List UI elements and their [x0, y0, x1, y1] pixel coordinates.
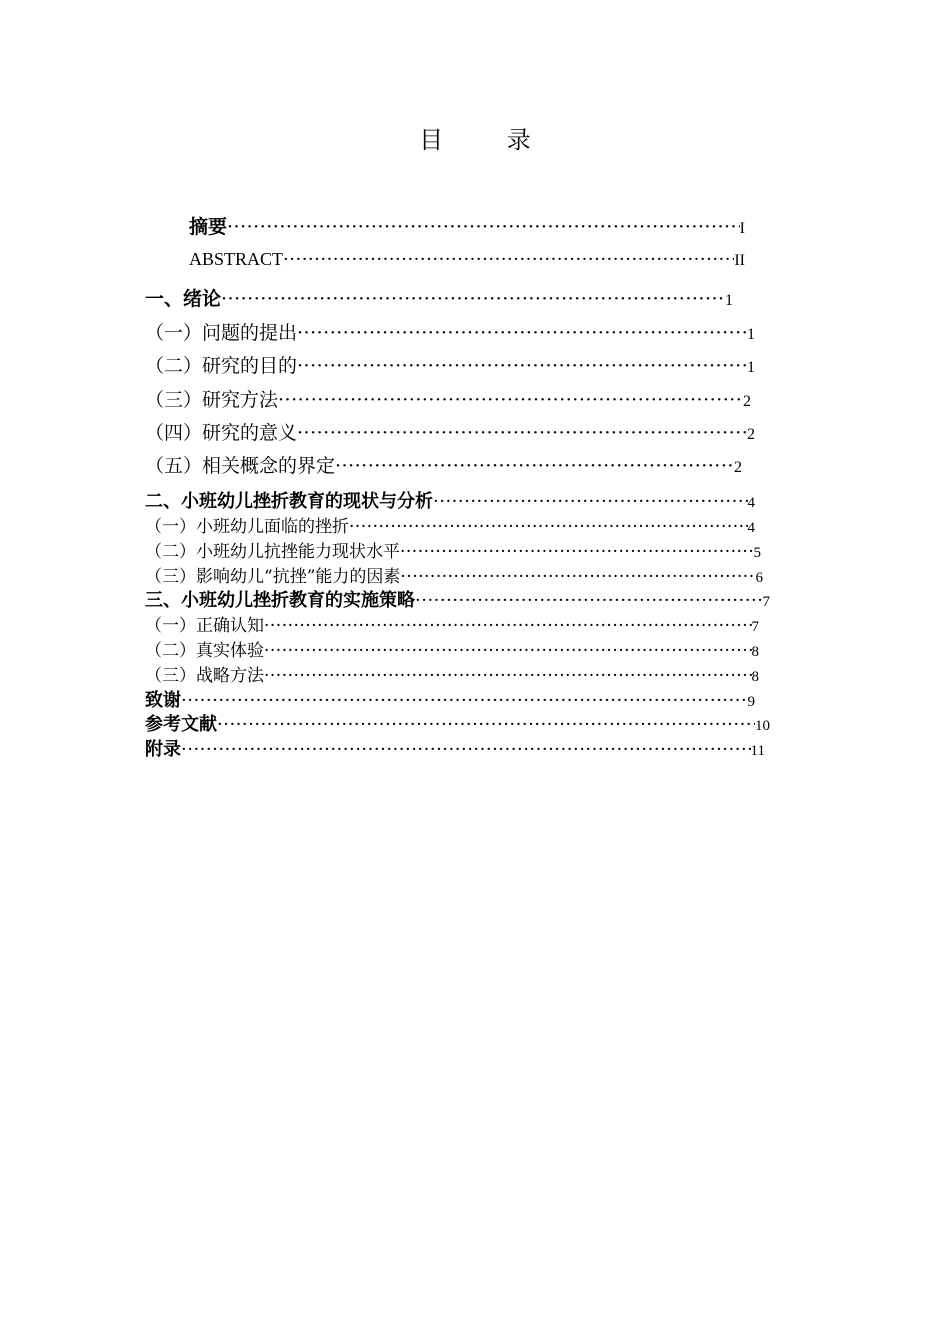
toc-entry-chapter-3[interactable] [145, 586, 770, 612]
toc-entry-3-3[interactable] [145, 661, 759, 686]
toc-leader-dots [297, 322, 747, 344]
toc-entry-label: （三）研究方法 [145, 389, 279, 411]
toc-entry-label: 摘要 [189, 216, 228, 238]
toc-leader-dots [415, 590, 763, 611]
toc-leader-dots [297, 422, 747, 444]
toc-entry-page-number: 10 [755, 718, 770, 734]
toc-entry-abstract-en[interactable] [189, 249, 745, 270]
toc-leader-dots [217, 714, 755, 735]
toc-entry-label: 一、绪论 [145, 288, 222, 310]
toc-entry-label: （一）问题的提出 [145, 322, 298, 344]
toc-entry-1-4[interactable] [145, 418, 755, 445]
toc-entry-page-number: 9 [747, 694, 755, 710]
toc-entry-3-1[interactable] [145, 611, 759, 636]
toc-entry-1-1[interactable] [145, 318, 755, 345]
toc-entry-label: ABSTRACT [189, 249, 284, 269]
toc-entry-label: （五）相关概念的界定 [145, 455, 336, 477]
toc-entry-page-number: I [739, 220, 745, 237]
toc-leader-dots [181, 690, 748, 711]
toc-leader-dots [283, 249, 734, 270]
toc-entry-page-number: 1 [747, 359, 755, 376]
toc-entry-chapter-2[interactable] [145, 487, 755, 513]
toc-title: 目 录 [419, 126, 559, 154]
toc-entry-2-2[interactable] [145, 537, 761, 562]
toc-entry-page-number: 6 [755, 570, 763, 586]
toc-entry-label: （一）正确认知 [145, 616, 264, 636]
toc-entry-abstract-cn[interactable] [189, 212, 745, 239]
toc-entry-1-5[interactable] [145, 451, 742, 478]
toc-leader-dots [297, 355, 747, 377]
toc-entry-3-2[interactable] [145, 636, 759, 661]
toc-entry-chapter-1[interactable] [145, 284, 733, 311]
toc-entry-page-number: 1 [747, 326, 755, 343]
toc-entry-label: （四）研究的意义 [145, 422, 298, 444]
toc-entry-label: （二）小班幼儿抗挫能力现状水平 [145, 542, 400, 562]
toc-entry-1-3[interactable] [145, 385, 751, 412]
toc-entry-label: （三）影响幼儿“抗挫”能力的因素 [145, 567, 401, 587]
toc-entry-label: 参考文献 [145, 714, 217, 735]
toc-entry-page-number: 2 [747, 426, 755, 443]
toc-leader-dots [221, 288, 725, 310]
toc-entry-page-number: 8 [751, 644, 759, 660]
toc-entry-references[interactable] [145, 710, 770, 736]
toc-entry-2-1[interactable] [145, 512, 755, 537]
toc-entry-page-number: 2 [743, 393, 751, 410]
toc-leader-dots [264, 641, 752, 661]
toc-leader-dots [433, 491, 748, 512]
toc-entry-label: 致谢 [145, 690, 181, 711]
toc-leader-dots [400, 567, 755, 587]
toc-entry-page-number: 5 [753, 545, 761, 561]
toc-entry-page-number: 8 [751, 669, 759, 685]
toc-entry-page-number: 4 [747, 495, 755, 511]
toc-entry-2-3[interactable] [145, 562, 763, 587]
toc-entry-label: 三、小班幼儿挫折教育的实施策略 [145, 590, 415, 611]
toc-leader-dots [181, 739, 751, 760]
toc-entry-page-number: 4 [747, 520, 755, 536]
toc-leader-dots [264, 666, 752, 686]
toc-entry-page-number: 7 [751, 619, 759, 635]
toc-entry-label: 附录 [145, 739, 181, 760]
toc-entry-label: （二）真实体验 [145, 641, 264, 661]
toc-entry-acknowledgements[interactable] [145, 686, 755, 712]
toc-entry-label: （一）小班幼儿面临的挫折 [145, 517, 349, 537]
toc-entry-label: （三）战略方法 [145, 666, 264, 686]
toc-leader-dots [335, 455, 734, 477]
toc-entry-page-number: 2 [734, 459, 742, 476]
toc-entry-1-2[interactable] [145, 351, 755, 378]
toc-leader-dots [227, 216, 740, 238]
toc-entry-label: （二）研究的目的 [145, 355, 298, 377]
toc-entry-page-number: 1 [725, 292, 733, 309]
toc-entry-appendix[interactable] [145, 735, 765, 761]
toc-leader-dots [264, 616, 752, 636]
toc-entry-page-number: II [734, 252, 745, 269]
toc-entry-page-number: 11 [750, 743, 765, 759]
toc-leader-dots [400, 542, 754, 562]
toc-entry-label: 二、小班幼儿挫折教育的现状与分析 [145, 491, 433, 512]
toc-entry-page-number: 7 [762, 594, 770, 610]
toc-leader-dots [349, 517, 748, 537]
toc-leader-dots [278, 389, 743, 411]
